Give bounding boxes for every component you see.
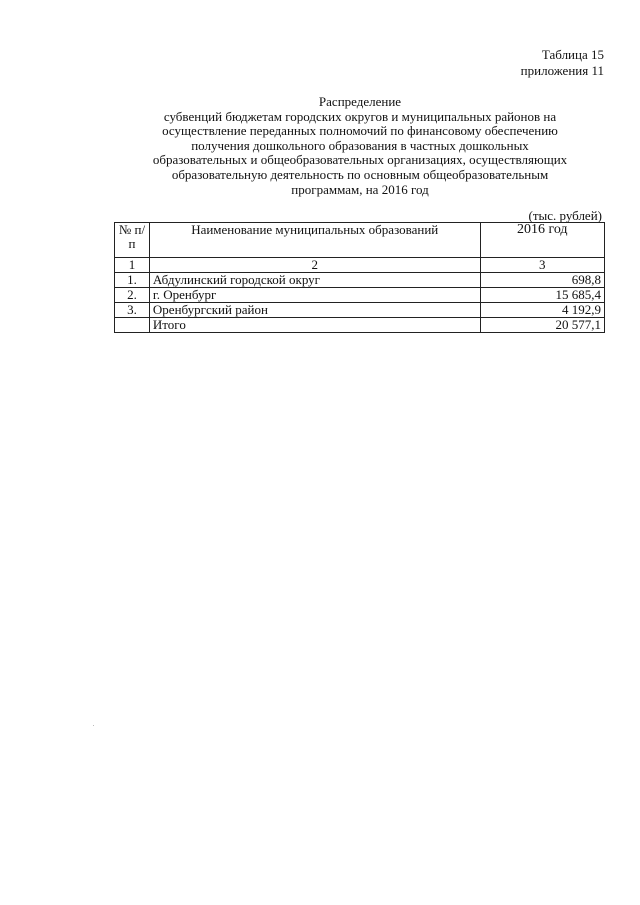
table-header-row [115, 223, 605, 258]
title-line: образовательную деятельность по основным общеобразовательным [171, 166, 549, 182]
scan-speck [93, 725, 94, 726]
row-num: 1. [115, 273, 150, 288]
table-index-row [115, 258, 605, 273]
row-name: г. Оренбург [149, 288, 480, 303]
title-line: образовательных и общеобразовательных организациях, осуществляющих [152, 152, 568, 168]
document-title [110, 95, 610, 197]
units-label: (тыс. рублей) [528, 208, 602, 223]
table-reference [521, 47, 604, 79]
table-total-row [115, 318, 605, 333]
title-line: субвенций бюджетам городских округов и муниципальных районов на [163, 108, 557, 124]
title-line: получения дошкольного образования в частных дошкольных [191, 137, 529, 153]
row-name: Абдулинский городской округ [149, 273, 480, 288]
row-value: 4 192,9 [480, 303, 604, 318]
index-cell: 1 [115, 258, 150, 273]
row-num: 3. [115, 303, 150, 318]
table-label: Таблица 15 [541, 47, 604, 62]
distribution-table [114, 222, 605, 333]
table-row [115, 288, 605, 303]
row-value: 698,8 [480, 273, 604, 288]
table-row [115, 273, 605, 288]
total-label: Итого [149, 318, 480, 333]
appendix-label: приложения 11 [520, 63, 604, 78]
header-value: 2016 год [480, 223, 604, 258]
index-cell: 2 [149, 258, 480, 273]
total-value: 20 577,1 [480, 318, 604, 333]
row-name: Оренбургский район [149, 303, 480, 318]
table-row [115, 303, 605, 318]
title-line: программам, на 2016 год [291, 181, 429, 197]
header-num: № п/п [115, 223, 150, 258]
index-cell: 3 [480, 258, 604, 273]
row-num: 2. [115, 288, 150, 303]
title-line: Распределение [318, 94, 402, 109]
header-name: Наименование муниципальных образований [149, 223, 480, 258]
total-num [115, 318, 150, 333]
row-value: 15 685,4 [480, 288, 604, 303]
title-line: осуществление переданных полномочий по финансовому обеспечению [162, 123, 558, 139]
